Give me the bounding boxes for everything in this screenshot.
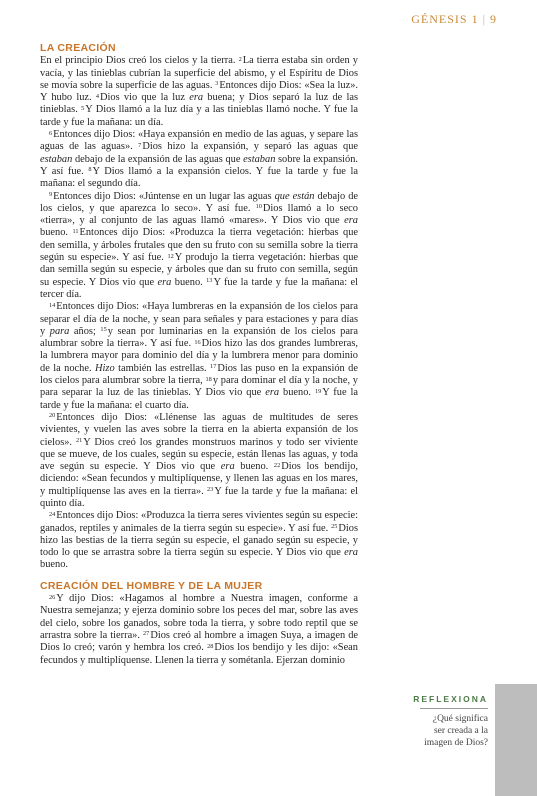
verse-text: Dios vio que la luz [100,92,190,104]
verse-number: 24 [49,510,56,518]
verse-number: 12 [167,252,174,260]
italic-text: era [265,387,280,399]
verse-text: La tierra estaba sin orden y vacía, y las tinieblas cubrían la superficie del abismo, y el Espíritu de Dios se movía sobre la superficie de las aguas. [40,55,358,91]
italic-text: estaban [40,153,73,165]
italic-text: era [344,547,358,559]
verse-number: 27 [143,630,150,638]
verse-paragraph [40,301,358,412]
verse-number: 23 [207,486,214,494]
italic-text: era [344,215,358,227]
header-separator: | [482,12,486,26]
verse-text: Y Dios llamó a la expansión cielos. Y fue la tarde y fue la mañana: el segundo día. [40,165,358,190]
italic-text: para [49,325,70,337]
verse-text: Entonces dijo Dios: «Sea la luz». Y hubo luz. [40,79,358,104]
verse-text: buena; y Dios separó la luz de las tinieblas. [40,92,359,116]
verse-text: Y fue la tarde y fue la mañana: el cuarto día. [40,387,358,411]
reflexiona-line: ser creada a la [433,726,488,736]
verse-number: 9 [49,191,53,199]
verse-paragraph [40,55,358,129]
side-color-bar [495,684,537,796]
page-number: 9 [490,12,497,26]
verse-number: 7 [138,141,142,149]
verse-number: 15 [100,326,107,334]
verse-text: debajo de la expansión de las aguas que [72,153,244,165]
verse-text: y sean por luminarias en la expansión de los cielos para alumbrar sobre la tierra». Y así fue. [40,325,358,350]
verse-text: Dios hizo la expansión, y separó las aguas que [142,141,358,153]
verse-text: bueno. [279,387,315,399]
verse-text: Dios llamó a lo seco «tierra», y al conjunto de las aguas llamó «mares». Y Dios vio que [40,202,358,227]
reflexiona-box [390,694,488,749]
italic-text: era [157,276,172,288]
verse-text: bueno. [40,227,73,239]
verse-text: Dios las puso en la expansión de los cielos para alumbrar sobre la tierra, [40,362,358,387]
verse-text: En el principio Dios creó los cielos y la tierra. [40,55,239,67]
verse-text: sobre la expansión. Y así fue. [40,153,358,177]
verse-text: Dios hizo las bestias de la tierra según su especie, el ganado según su especie, y todo lo que se arrastra sobre la tierra según su especie. Y Dios vio que [40,522,358,559]
running-header [411,12,497,27]
verse-text: Entonces dijo Dios: «Júntense en un lugar las aguas [53,190,275,202]
italic-text: que están [274,190,315,202]
verse-text: Y fue la tarde y fue la mañana: el tercer día. [40,276,359,300]
verse-text: también las estrellas. [114,362,211,374]
verse-paragraph [40,191,358,302]
section-heading: LA CREACIÓN [40,42,116,54]
verse-text: Dios los bendijo y les dijo: «Sean fecundos y multiplíquense. Llenen la tierra y sométanla. Ejerzan dominio [40,642,358,666]
verse-number: 6 [49,129,53,137]
verse-number: 28 [207,642,214,650]
verse-number: 3 [215,80,219,88]
verse-number: 20 [49,412,56,420]
section-heading: CREACIÓN DEL HOMBRE Y DE LA MUJER [40,579,263,592]
verse-number: 18 [205,375,212,383]
verse-text: y para dominar el día y la noche, y para separar la luz de las tinieblas. Y Dios vio que [40,375,358,399]
italic-text: Hizo [95,362,115,374]
verse-number: 4 [95,92,100,100]
verse-text: bueno. [234,461,274,473]
reflexiona-line: imagen de Dios? [424,738,488,748]
verse-text: Entonces dijo Dios: «Llénense las aguas de multitudes de seres vivientes, y vuelen las aves sobre la tierra en la abierta expansión de los cielos». [40,411,358,448]
verse-text: Dios los bendijo, diciendo: «Sean fecundos y multiplíquense, y llenen las aguas en los mares, y multiplíquense las aves en la tierra». [40,461,359,497]
verse-number: 21 [76,437,83,444]
scripture-text [40,42,358,667]
verse-text: Entonces dijo Dios: «Produzca la tierra vegetación: hierbas que den semilla, y árboles frutales que den su fruto con su semilla sobre la tierra según su especie». Y así fue. [40,227,358,264]
verse-number: 22 [273,461,281,469]
italic-text: era [189,92,204,104]
verse-number: 13 [206,277,213,285]
verse-number: 19 [314,387,322,395]
verse-text: Entonces dijo Dios: «Haya lumbreras en la expansión de los cielos para separar el día de la noche, y sean para señales y para estaciones y para días y [40,301,358,337]
verse-text: Y Dios llamó a la luz día y a las tinieblas llamó noche. Y fue la tarde y fue la mañana: un día. [40,104,359,128]
reflexiona-line: ¿Qué significa [432,714,488,724]
verse-text: Y produjo la tierra vegetación: hierbas que dan semilla según su especie, y árboles que dan su fruto con semilla, según su especie. Y Dios vio que [40,252,358,288]
verse-number: 25 [331,523,338,531]
verse-number: 2 [238,55,242,63]
verse-text: Dios hizo las dos grandes lumbreras, la lumbrera mayor para dominio del día y la lumbrera menor para dominio de la noche. [40,338,358,374]
verse-paragraph [40,129,358,190]
verse-text: Entonces dijo Dios: «Haya expansión en medio de las aguas, y separe las aguas de las aguas». [40,129,358,153]
verse-number: 10 [255,203,262,211]
verse-text: bueno. [40,559,68,571]
verse-text: Y dijo Dios: «Hagamos al hombre a Nuestra imagen, conforme a Nuestra semejanza; y ejerza dominio sobre los peces del mar, sobre las aves del cielo, sobre los ganados, sobre toda la tierra, y sobre todo reptil que se arrastra sobre la tierra». [40,593,358,641]
verse-text: bueno. [171,276,207,288]
verse-paragraph [40,593,358,667]
verse-text: Dios creó al hombre a imagen Suya, a imagen de Dios lo creó; varón y hembra los creó. [40,629,359,654]
verse-paragraph [40,510,358,571]
verse-number: 14 [49,301,56,309]
verse-number: 17 [210,363,217,371]
verse-text: Y fue la tarde y fue la mañana: el quinto día. [40,485,358,509]
verse-number: 5 [81,104,85,112]
verse-text: Entonces dijo Dios: «Produzca la tierra seres vivientes según su especie: ganados, reptiles y animales de la tierra según su especie». Y así fue. [40,510,358,534]
verse-number: 8 [88,166,92,174]
italic-text: era [220,461,235,473]
verse-number: 26 [49,593,56,601]
verse-text: debajo de los cielos, y que aparezca lo seco». Y así fue. [40,190,359,214]
verse-number: 11 [72,227,79,235]
book-chapter: GÉNESIS 1 [411,12,479,26]
reflexiona-title: REFLEXIONA [413,694,488,704]
verse-number: 16 [194,338,201,346]
italic-text: estaban [243,153,276,165]
verse-text: Y Dios creó los grandes monstruos marinos y todo ser viviente que se mueve, de los cuales, según su especie, están llenas las aguas, y toda ave según su especie. Y Dios vio que [40,436,358,473]
verse-text: años; [69,325,101,337]
verse-paragraph [40,412,358,510]
reflexiona-rule [420,708,488,709]
